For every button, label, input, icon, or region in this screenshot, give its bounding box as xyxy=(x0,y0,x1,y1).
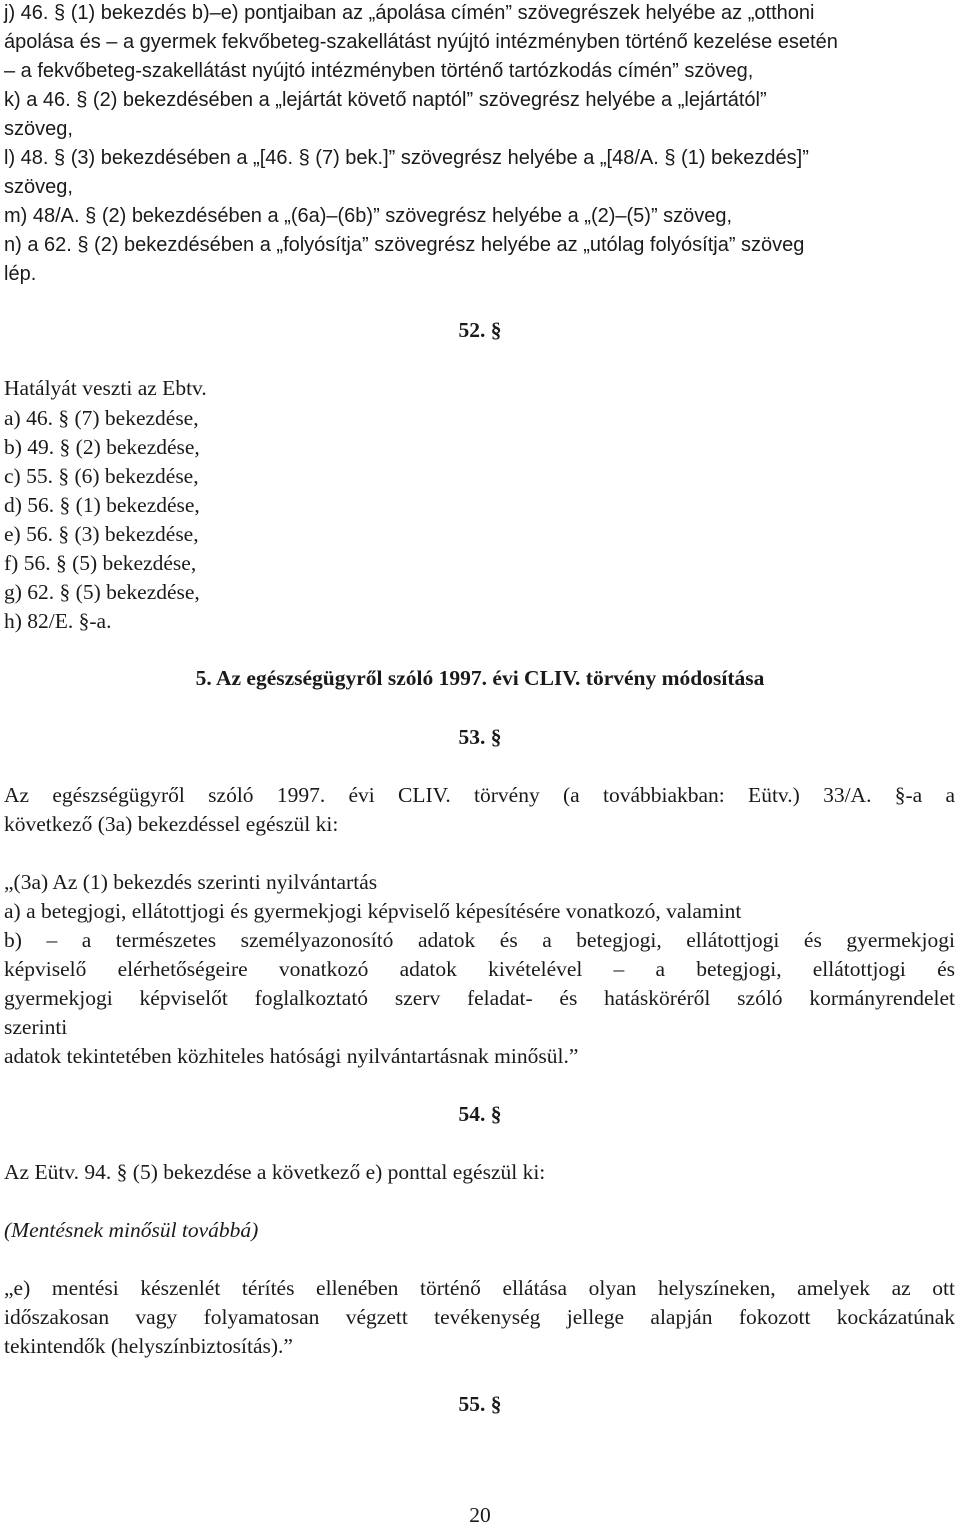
section-54-context: (Mentésnek minősül továbbá) xyxy=(4,1218,259,1242)
chapter-5-title: 5. Az egészségügyről szóló 1997. évi CLIV. törvény módosítása xyxy=(195,666,765,690)
item-n-line2: lép. xyxy=(4,263,37,285)
section-53-heading: 53. § xyxy=(458,725,502,749)
section-53-quote-line5-text: gyermekjogi képviselőt foglalkoztató szerv feladat- és hatásköréről szóló kormányrendelet xyxy=(4,986,955,1010)
section-53-quote-line5 xyxy=(4,988,955,1010)
item-l-line1: l) 48. § (3) bekezdésében a „[46. § (7) bek.]” szövegrész helyébe a „[48/A. § (1) bekezdés]” xyxy=(4,147,809,169)
item-j-line1: j) 46. § (1) bekezdés b)–e) pontjaiban az „ápolása címén” szövegrészek helyébe az „otthoni xyxy=(4,2,815,24)
item-j-line2: ápolása és – a gyermek fekvőbeteg-szakellátást nyújtó intézményben történő kezelése esetén xyxy=(4,31,838,53)
section-54-para: Az Eütv. 94. § (5) bekezdése a következő e) ponttal egészül ki: xyxy=(4,1160,546,1184)
section-53-quote-line3 xyxy=(4,930,955,952)
section-54-heading: 54. § xyxy=(458,1102,502,1126)
section-53-para-line1 xyxy=(4,785,955,807)
section-53-quote-line7: adatok tekintetében közhiteles hatósági nyilvántartásnak minősül.” xyxy=(4,1044,579,1068)
section-53-quote-line6: szerinti xyxy=(4,1015,68,1039)
item-j-line3: – a fekvőbeteg-szakellátást nyújtó intézményben történő tartózkodás címén” szöveg, xyxy=(4,60,754,82)
section-53-para-line2: következő (3a) bekezdéssel egészül ki: xyxy=(4,812,339,836)
section-52-item-b: b) 49. § (2) bekezdése, xyxy=(4,435,200,459)
item-n-line1: n) a 62. § (2) bekezdésében a „folyósítja” szövegrész helyébe az „utólag folyósítja” szöveg xyxy=(4,234,805,256)
section-53-para-line1-text: Az egészségügyről szóló 1997. évi CLIV. törvény (a továbbiakban: Eütv.) 33/A. §-a a xyxy=(4,783,955,807)
item-m-line1: m) 48/A. § (2) bekezdésében a „(6a)–(6b)” szövegrész helyébe a „(2)–(5)” szöveg, xyxy=(4,205,733,227)
section-53-quote-line3-text: b) – a természetes személyazonosító adatok és a betegjogi, ellátottjogi és gyermekjogi xyxy=(4,928,955,952)
section-54-quote-line1-text: „e) mentési készenlét térítés ellenében történő ellátása olyan helyszíneken, amelyek az ott xyxy=(4,1276,955,1300)
section-54-quote-line3: tekintendők (helyszínbiztosítás).” xyxy=(4,1334,293,1358)
section-52-item-f: f) 56. § (5) bekezdése, xyxy=(4,551,197,575)
section-52-item-h: h) 82/E. §-a. xyxy=(4,609,112,633)
section-52-item-d: d) 56. § (1) bekezdése, xyxy=(4,493,200,517)
section-52-heading: 52. § xyxy=(458,318,502,342)
section-52-item-a: a) 46. § (7) bekezdése, xyxy=(4,406,199,430)
section-52-item-g: g) 62. § (5) bekezdése, xyxy=(4,580,200,604)
section-55-heading: 55. § xyxy=(458,1392,502,1416)
section-54-quote-line2-text: időszakosan vagy folyamatosan végzett tevékenység jellege alapján fokozott kockázatúnak xyxy=(4,1305,955,1329)
item-k-line1: k) a 46. § (2) bekezdésében a „lejártát követő naptól” szövegrész helyébe a „lejártától” xyxy=(4,89,767,111)
section-53-quote-line4 xyxy=(4,959,955,981)
section-52-item-c: c) 55. § (6) bekezdése, xyxy=(4,464,199,488)
section-53-quote-line2: a) a betegjogi, ellátottjogi és gyermekjogi képviselő képesítésére vonatkozó, valamint xyxy=(4,899,742,923)
section-52-item-e: e) 56. § (3) bekezdése, xyxy=(4,522,199,546)
page-number: 20 xyxy=(469,1503,491,1527)
section-53-quote-line1: „(3a) Az (1) bekezdés szerinti nyilvántartás xyxy=(4,870,378,894)
section-54-quote-line1 xyxy=(4,1278,955,1300)
item-k-line2: szöveg, xyxy=(4,118,73,140)
section-52-intro: Hatályát veszti az Ebtv. xyxy=(4,376,207,400)
section-54-quote-line2 xyxy=(4,1307,955,1329)
section-53-quote-line4-text: képviselő elérhetőségeire vonatkozó adatok kivételével – a betegjogi, ellátottjogi és xyxy=(4,957,955,981)
item-l-line2: szöveg, xyxy=(4,176,73,198)
